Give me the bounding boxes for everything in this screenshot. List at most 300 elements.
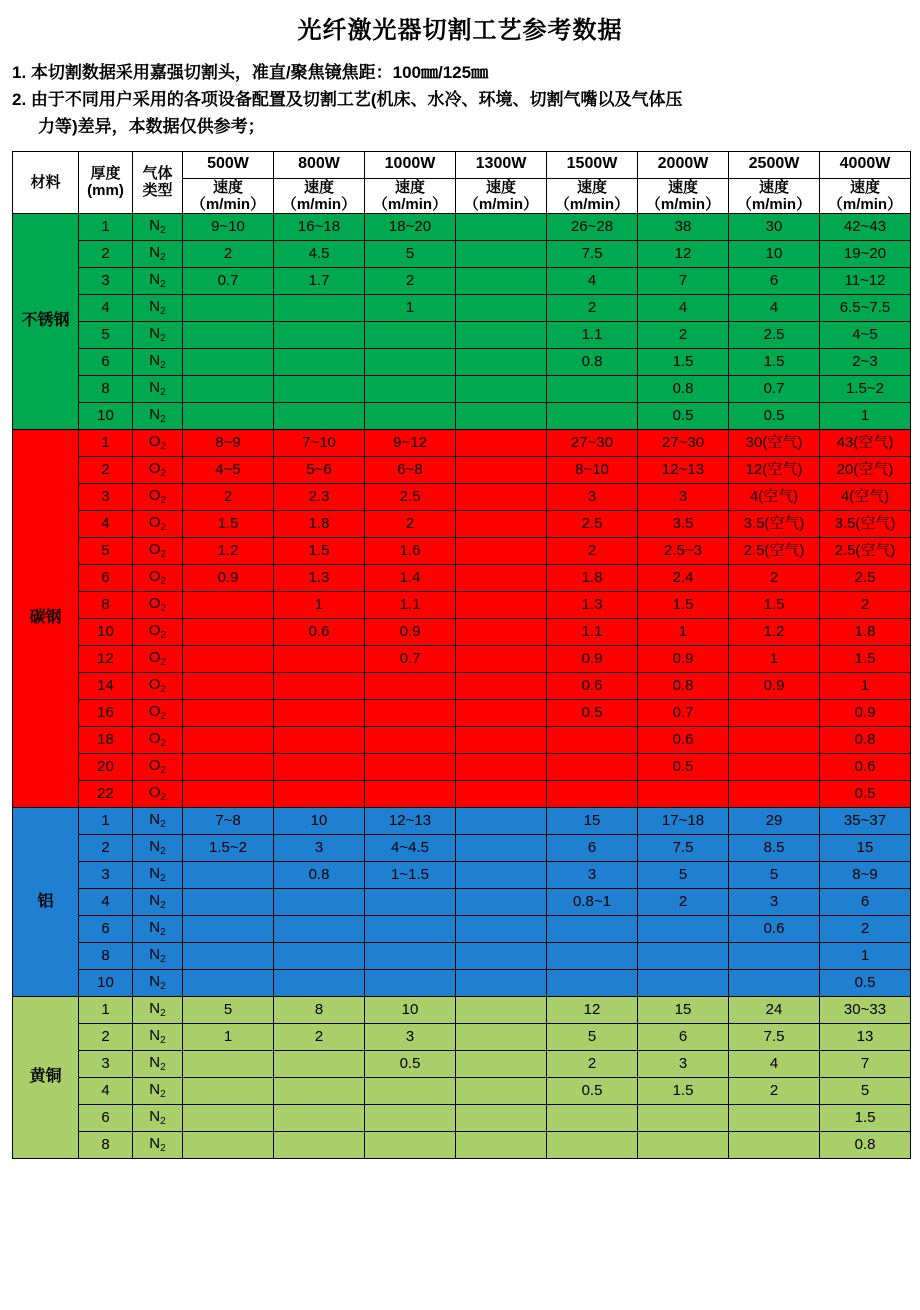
- speed-label: 速度: [212, 178, 243, 196]
- speed-cell-1300w: [456, 916, 547, 943]
- header-power-4000w: 4000W: [820, 151, 911, 178]
- speed-cell-4000w: 2.5(空气): [820, 538, 911, 565]
- speed-cell-4000w: 0.6: [820, 754, 911, 781]
- speed-cell-1300w: [456, 1132, 547, 1159]
- speed-cell-1300w: [456, 268, 547, 295]
- gas-cell: $O_2$: [133, 457, 183, 484]
- speed-cell-1000w: [365, 1105, 456, 1132]
- gas-cell: $O_2$: [133, 781, 183, 808]
- thickness-cell: 22: [79, 781, 133, 808]
- speed-cell-2000w: 6: [638, 1024, 729, 1051]
- speed-cell-1500w: 5: [547, 1024, 638, 1051]
- speed-cell-1500w: [547, 754, 638, 781]
- thickness-cell: 1: [79, 997, 133, 1024]
- speed-cell-2000w: 2.4: [638, 565, 729, 592]
- speed-cell-2000w: 4: [638, 295, 729, 322]
- speed-cell-1500w: 0.5: [547, 700, 638, 727]
- speed-cell-1000w: [365, 700, 456, 727]
- header-gas-line2: 类型: [142, 182, 173, 200]
- speed-cell-1000w: 1.1: [365, 592, 456, 619]
- thickness-cell: 8: [79, 592, 133, 619]
- speed-cell-4000w: 1.5~2: [820, 376, 911, 403]
- speed-cell-1300w: [456, 619, 547, 646]
- speed-cell-500w: 2: [183, 241, 274, 268]
- speed-cell-1300w: [456, 997, 547, 1024]
- speed-cell-1500w: 0.9: [547, 646, 638, 673]
- speed-cell-800w: [274, 1078, 365, 1105]
- speed-cell-1000w: 1: [365, 295, 456, 322]
- speed-cell-2500w: [729, 1132, 820, 1159]
- speed-cell-500w: [183, 1132, 274, 1159]
- gas-cell: $O_2$: [133, 754, 183, 781]
- table-row: [13, 1078, 911, 1105]
- speed-cell-2500w: 2: [729, 565, 820, 592]
- table-head: [13, 151, 911, 214]
- speed-cell-800w: [274, 889, 365, 916]
- speed-label: 速度: [576, 178, 607, 196]
- speed-cell-1500w: 2: [547, 1051, 638, 1078]
- header-speed-1300w: [456, 178, 547, 214]
- header-power-2500w: 2500W: [729, 151, 820, 178]
- table-row: [13, 970, 911, 997]
- speed-cell-2000w: 38: [638, 214, 729, 241]
- speed-unit: （m/min）: [645, 195, 721, 213]
- speed-cell-4000w: 2: [820, 592, 911, 619]
- speed-cell-2000w: [638, 1105, 729, 1132]
- header-row-power: [13, 151, 911, 178]
- speed-cell-2000w: 3: [638, 484, 729, 511]
- gas-cell: $N_2$: [133, 943, 183, 970]
- thickness-cell: 10: [79, 403, 133, 430]
- speed-cell-1300w: [456, 484, 547, 511]
- speed-cell-1000w: [365, 916, 456, 943]
- table-row: [13, 781, 911, 808]
- speed-cell-2000w: 0.8: [638, 376, 729, 403]
- speed-cell-1500w: [547, 943, 638, 970]
- gas-cell: $O_2$: [133, 484, 183, 511]
- speed-cell-1300w: [456, 403, 547, 430]
- thickness-cell: 6: [79, 349, 133, 376]
- notes-block: [12, 59, 908, 141]
- table-row: [13, 1105, 911, 1132]
- material-cell: 黄铜: [13, 997, 79, 1159]
- speed-cell-800w: 0.8: [274, 862, 365, 889]
- speed-cell-800w: 1.8: [274, 511, 365, 538]
- speed-cell-800w: [274, 403, 365, 430]
- speed-unit: （m/min）: [190, 195, 266, 213]
- header-gas: [133, 151, 183, 214]
- speed-cell-4000w: 6: [820, 889, 911, 916]
- material-cell: 铝: [13, 808, 79, 997]
- speed-cell-800w: 1.7: [274, 268, 365, 295]
- speed-cell-2000w: 0.7: [638, 700, 729, 727]
- speed-cell-2000w: [638, 943, 729, 970]
- speed-cell-4000w: 11~12: [820, 268, 911, 295]
- header-power-1300w: 1300W: [456, 151, 547, 178]
- speed-cell-1300w: [456, 511, 547, 538]
- speed-cell-4000w: 43(空气): [820, 430, 911, 457]
- gas-cell: $N_2$: [133, 889, 183, 916]
- speed-cell-1500w: [547, 376, 638, 403]
- speed-unit: （m/min）: [463, 195, 539, 213]
- speed-cell-800w: 10: [274, 808, 365, 835]
- speed-cell-1300w: [456, 970, 547, 997]
- speed-cell-2000w: 27~30: [638, 430, 729, 457]
- speed-cell-1300w: [456, 322, 547, 349]
- gas-cell: $O_2$: [133, 700, 183, 727]
- speed-cell-500w: 9~10: [183, 214, 274, 241]
- speed-cell-800w: [274, 754, 365, 781]
- speed-cell-1000w: [365, 970, 456, 997]
- speed-cell-1000w: 6~8: [365, 457, 456, 484]
- speed-unit: （m/min）: [827, 195, 903, 213]
- speed-cell-1500w: 2.5: [547, 511, 638, 538]
- gas-cell: $N_2$: [133, 1024, 183, 1051]
- speed-cell-1300w: [456, 700, 547, 727]
- speed-cell-1300w: [456, 241, 547, 268]
- thickness-cell: 16: [79, 700, 133, 727]
- gas-cell: $N_2$: [133, 241, 183, 268]
- header-material: 材料: [13, 151, 79, 214]
- header-thickness: [79, 151, 133, 214]
- material-cell: 碳钢: [13, 430, 79, 808]
- speed-cell-1000w: 2: [365, 268, 456, 295]
- speed-cell-500w: [183, 673, 274, 700]
- speed-cell-500w: [183, 1105, 274, 1132]
- speed-cell-1000w: 1.6: [365, 538, 456, 565]
- table-row: [13, 889, 911, 916]
- gas-cell: $N_2$: [133, 295, 183, 322]
- thickness-cell: 6: [79, 1105, 133, 1132]
- table-row: [13, 835, 911, 862]
- speed-cell-1500w: 1.3: [547, 592, 638, 619]
- gas-cell: $N_2$: [133, 1078, 183, 1105]
- gas-cell: $N_2$: [133, 403, 183, 430]
- speed-cell-4000w: 8~9: [820, 862, 911, 889]
- thickness-cell: 2: [79, 1024, 133, 1051]
- speed-cell-1000w: 0.9: [365, 619, 456, 646]
- speed-cell-1300w: [456, 781, 547, 808]
- table-row: [13, 268, 911, 295]
- speed-cell-2000w: 17~18: [638, 808, 729, 835]
- speed-cell-2000w: 12~13: [638, 457, 729, 484]
- speed-cell-4000w: 19~20: [820, 241, 911, 268]
- header-speed-1000w: [365, 178, 456, 214]
- thickness-cell: 12: [79, 646, 133, 673]
- header-thickness-line2: (mm): [87, 182, 124, 200]
- speed-cell-1500w: [547, 403, 638, 430]
- thickness-cell: 4: [79, 511, 133, 538]
- header-speed-4000w: [820, 178, 911, 214]
- speed-cell-4000w: 0.5: [820, 781, 911, 808]
- speed-cell-2500w: [729, 970, 820, 997]
- speed-cell-4000w: 0.9: [820, 700, 911, 727]
- speed-unit: （m/min）: [281, 195, 357, 213]
- speed-cell-1500w: 26~28: [547, 214, 638, 241]
- thickness-cell: 18: [79, 727, 133, 754]
- speed-label: 速度: [849, 178, 880, 196]
- thickness-cell: 3: [79, 862, 133, 889]
- speed-cell-4000w: 3.5(空气): [820, 511, 911, 538]
- table-row: [13, 484, 911, 511]
- speed-cell-1500w: [547, 727, 638, 754]
- table-row: [13, 241, 911, 268]
- thickness-cell: 2: [79, 457, 133, 484]
- thickness-cell: 5: [79, 322, 133, 349]
- speed-cell-2500w: 1.5: [729, 349, 820, 376]
- speed-cell-2000w: 0.8: [638, 673, 729, 700]
- speed-cell-2500w: 30: [729, 214, 820, 241]
- speed-cell-1300w: [456, 349, 547, 376]
- speed-cell-800w: 1: [274, 592, 365, 619]
- thickness-cell: 10: [79, 970, 133, 997]
- gas-cell: $N_2$: [133, 349, 183, 376]
- thickness-cell: 3: [79, 1051, 133, 1078]
- speed-cell-4000w: 2~3: [820, 349, 911, 376]
- thickness-cell: 5: [79, 538, 133, 565]
- speed-cell-1000w: 9~12: [365, 430, 456, 457]
- gas-cell: $O_2$: [133, 646, 183, 673]
- speed-cell-800w: 16~18: [274, 214, 365, 241]
- speed-cell-4000w: 4~5: [820, 322, 911, 349]
- thickness-cell: 8: [79, 1132, 133, 1159]
- speed-cell-1300w: [456, 214, 547, 241]
- speed-cell-4000w: 1.5: [820, 1105, 911, 1132]
- thickness-cell: 3: [79, 484, 133, 511]
- speed-cell-500w: [183, 916, 274, 943]
- speed-cell-800w: [274, 916, 365, 943]
- speed-cell-1500w: 1.8: [547, 565, 638, 592]
- table-row: [13, 673, 911, 700]
- table-row: [13, 646, 911, 673]
- speed-cell-2500w: 0.9: [729, 673, 820, 700]
- speed-cell-1500w: 6: [547, 835, 638, 862]
- speed-cell-500w: 1.5~2: [183, 835, 274, 862]
- speed-cell-800w: 1.3: [274, 565, 365, 592]
- gas-cell: $N_2$: [133, 214, 183, 241]
- thickness-cell: 8: [79, 376, 133, 403]
- gas-cell: $N_2$: [133, 322, 183, 349]
- speed-cell-4000w: 1: [820, 403, 911, 430]
- header-speed-2500w: [729, 178, 820, 214]
- speed-cell-4000w: 42~43: [820, 214, 911, 241]
- speed-cell-1300w: [456, 673, 547, 700]
- speed-cell-800w: [274, 376, 365, 403]
- speed-cell-4000w: 0.8: [820, 727, 911, 754]
- table-row: [13, 349, 911, 376]
- speed-cell-2000w: 2.5~3: [638, 538, 729, 565]
- table-row: [13, 700, 911, 727]
- speed-cell-1000w: 5: [365, 241, 456, 268]
- table-row: [13, 943, 911, 970]
- speed-cell-1300w: [456, 727, 547, 754]
- speed-cell-500w: [183, 862, 274, 889]
- speed-cell-1300w: [456, 943, 547, 970]
- speed-cell-2500w: 3: [729, 889, 820, 916]
- speed-cell-1300w: [456, 565, 547, 592]
- speed-label: 速度: [394, 178, 425, 196]
- speed-cell-500w: 5: [183, 997, 274, 1024]
- speed-cell-1000w: [365, 1078, 456, 1105]
- header-power-1500w: 1500W: [547, 151, 638, 178]
- note-line-2-cont: 力等)差异，本数据仅供参考；: [38, 117, 265, 137]
- thickness-cell: 6: [79, 565, 133, 592]
- header-gas-line1: 气体: [142, 165, 173, 183]
- speed-cell-2500w: [729, 700, 820, 727]
- speed-cell-500w: 1: [183, 1024, 274, 1051]
- speed-cell-2500w: 6: [729, 268, 820, 295]
- gas-cell: $O_2$: [133, 565, 183, 592]
- speed-cell-1500w: 0.8~1: [547, 889, 638, 916]
- speed-cell-800w: [274, 781, 365, 808]
- speed-cell-1000w: [365, 889, 456, 916]
- cutting-parameters-table: [12, 151, 911, 1160]
- gas-cell: $N_2$: [133, 1132, 183, 1159]
- document-page: [0, 10, 920, 1310]
- speed-cell-1300w: [456, 538, 547, 565]
- thickness-cell: 3: [79, 268, 133, 295]
- table-row: [13, 592, 911, 619]
- speed-cell-1000w: [365, 349, 456, 376]
- speed-cell-2000w: 12: [638, 241, 729, 268]
- speed-cell-2000w: [638, 1132, 729, 1159]
- table-row: [13, 565, 911, 592]
- table-row: [13, 808, 911, 835]
- speed-cell-1000w: 12~13: [365, 808, 456, 835]
- speed-cell-1500w: [547, 781, 638, 808]
- speed-cell-1500w: 7.5: [547, 241, 638, 268]
- thickness-cell: 14: [79, 673, 133, 700]
- thickness-cell: 2: [79, 835, 133, 862]
- speed-cell-4000w: 15: [820, 835, 911, 862]
- speed-cell-800w: [274, 1051, 365, 1078]
- speed-cell-800w: 1.5: [274, 538, 365, 565]
- speed-cell-1300w: [456, 457, 547, 484]
- header-power-1000w: 1000W: [365, 151, 456, 178]
- speed-cell-2000w: [638, 781, 729, 808]
- speed-cell-1000w: [365, 322, 456, 349]
- thickness-cell: 1: [79, 430, 133, 457]
- speed-cell-1000w: 0.5: [365, 1051, 456, 1078]
- speed-cell-500w: 1.5: [183, 511, 274, 538]
- speed-cell-500w: 8~9: [183, 430, 274, 457]
- thickness-cell: 1: [79, 808, 133, 835]
- speed-cell-2000w: 1: [638, 619, 729, 646]
- table-body: [13, 214, 911, 1159]
- speed-cell-2500w: 30(空气): [729, 430, 820, 457]
- gas-cell: $N_2$: [133, 1105, 183, 1132]
- gas-cell: $O_2$: [133, 430, 183, 457]
- speed-cell-800w: [274, 1105, 365, 1132]
- thickness-cell: 2: [79, 241, 133, 268]
- thickness-cell: 8: [79, 943, 133, 970]
- speed-unit: （m/min）: [736, 195, 812, 213]
- speed-cell-2000w: [638, 970, 729, 997]
- speed-cell-800w: 2.3: [274, 484, 365, 511]
- gas-cell: $O_2$: [133, 511, 183, 538]
- speed-cell-2500w: 0.5: [729, 403, 820, 430]
- speed-cell-2000w: 3.5: [638, 511, 729, 538]
- speed-cell-2500w: 4: [729, 295, 820, 322]
- note-line-2: 2. 由于不同用户采用的各项设备配置及切割工艺(机床、水冷、环境、切割气嘴以及气体压: [12, 90, 683, 110]
- speed-cell-1000w: [365, 673, 456, 700]
- speed-cell-1500w: 8~10: [547, 457, 638, 484]
- table-row: [13, 1132, 911, 1159]
- gas-cell: $O_2$: [133, 727, 183, 754]
- speed-cell-1500w: [547, 1105, 638, 1132]
- speed-cell-2000w: 7.5: [638, 835, 729, 862]
- speed-cell-500w: 0.7: [183, 268, 274, 295]
- speed-label: 速度: [758, 178, 789, 196]
- thickness-cell: 4: [79, 295, 133, 322]
- speed-cell-1000w: 2: [365, 511, 456, 538]
- thickness-cell: 6: [79, 916, 133, 943]
- speed-cell-2500w: 5: [729, 862, 820, 889]
- speed-cell-500w: 7~8: [183, 808, 274, 835]
- speed-cell-2500w: 7.5: [729, 1024, 820, 1051]
- speed-cell-500w: [183, 700, 274, 727]
- material-cell: 不锈钢: [13, 214, 79, 430]
- gas-cell: $N_2$: [133, 970, 183, 997]
- speed-cell-500w: [183, 889, 274, 916]
- speed-cell-1300w: [456, 754, 547, 781]
- speed-cell-500w: 0.9: [183, 565, 274, 592]
- gas-cell: $N_2$: [133, 376, 183, 403]
- speed-cell-800w: [274, 1132, 365, 1159]
- speed-cell-800w: [274, 727, 365, 754]
- speed-cell-1500w: 1.1: [547, 322, 638, 349]
- gas-cell: $N_2$: [133, 1051, 183, 1078]
- speed-cell-1000w: [365, 781, 456, 808]
- speed-cell-1500w: 0.6: [547, 673, 638, 700]
- table-row: [13, 727, 911, 754]
- speed-cell-2000w: 1.5: [638, 1078, 729, 1105]
- speed-cell-1500w: 3: [547, 484, 638, 511]
- speed-cell-1500w: 0.5: [547, 1078, 638, 1105]
- speed-cell-500w: [183, 943, 274, 970]
- speed-cell-1500w: 0.8: [547, 349, 638, 376]
- note-line-1: 1. 本切割数据采用嘉强切割头，准直/聚焦镜焦距：100㎜/125㎜: [12, 63, 489, 82]
- speed-cell-2500w: 2: [729, 1078, 820, 1105]
- speed-cell-2000w: 0.6: [638, 727, 729, 754]
- speed-cell-800w: [274, 646, 365, 673]
- speed-cell-2000w: 2: [638, 322, 729, 349]
- speed-cell-1000w: 2.5: [365, 484, 456, 511]
- speed-cell-4000w: 20(空气): [820, 457, 911, 484]
- speed-cell-2000w: 0.5: [638, 403, 729, 430]
- header-speed-500w: [183, 178, 274, 214]
- speed-cell-4000w: 4(空气): [820, 484, 911, 511]
- speed-cell-2000w: 0.9: [638, 646, 729, 673]
- speed-cell-500w: [183, 403, 274, 430]
- speed-cell-1300w: [456, 295, 547, 322]
- speed-cell-4000w: 30~33: [820, 997, 911, 1024]
- speed-cell-800w: [274, 970, 365, 997]
- speed-cell-1000w: 3: [365, 1024, 456, 1051]
- speed-cell-2500w: 0.7: [729, 376, 820, 403]
- gas-cell: $O_2$: [133, 619, 183, 646]
- speed-cell-500w: [183, 619, 274, 646]
- speed-cell-4000w: 6.5~7.5: [820, 295, 911, 322]
- speed-cell-1500w: 2: [547, 538, 638, 565]
- gas-cell: $N_2$: [133, 916, 183, 943]
- table-row: [13, 997, 911, 1024]
- speed-cell-1000w: [365, 727, 456, 754]
- speed-cell-1300w: [456, 592, 547, 619]
- speed-cell-500w: [183, 781, 274, 808]
- speed-cell-1500w: 27~30: [547, 430, 638, 457]
- speed-cell-800w: 2: [274, 1024, 365, 1051]
